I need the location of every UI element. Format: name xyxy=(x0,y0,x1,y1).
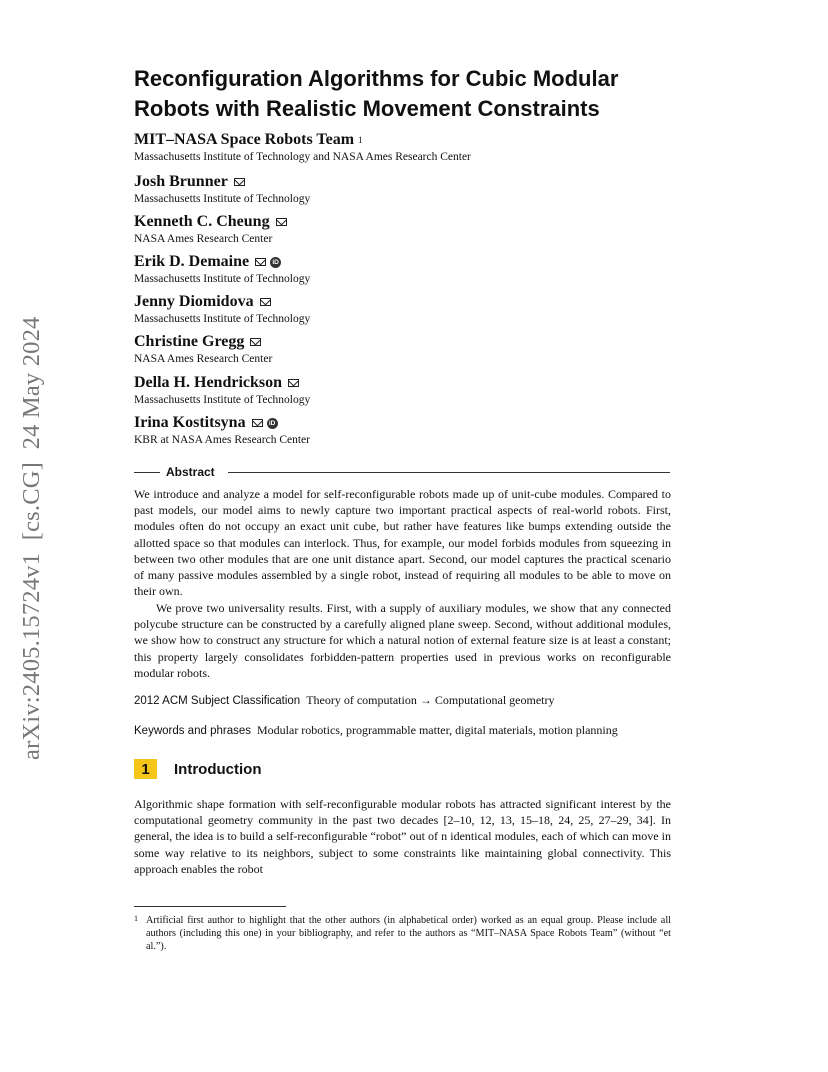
keywords-value: Modular robotics, programmable matter, digital materials, motion planning xyxy=(256,723,618,737)
abstract-paragraph: We prove two universality results. First, with a supply of auxiliary modules, we show that any connected polycube structure can be constructed by a carefully aligned plane sweep. Second, without additional modules, we show how to construct any structure for which a natural notion of external feature size is at least a constant; this property largely consolidates forbidden-pattern properties used in previous works on reconfigurable modular robots. xyxy=(134,601,671,680)
author-affiliation: Massachusetts Institute of Technology xyxy=(134,273,311,285)
keywords xyxy=(134,722,674,739)
footnote-divider xyxy=(134,906,286,907)
author-affiliation: NASA Ames Research Center xyxy=(134,233,273,245)
classification-value: Theory of computation → Computational geometry xyxy=(306,693,555,707)
section-title: Introduction xyxy=(174,760,262,778)
footnote-mark: 1 xyxy=(134,914,138,923)
author-block xyxy=(134,292,694,326)
author-affiliation: NASA Ames Research Center xyxy=(134,353,273,365)
author-affiliation: Massachusetts Institute of Technology xyxy=(134,394,311,406)
author-affiliation: Massachusetts Institute of Technology xyxy=(134,193,311,205)
envelope-icon[interactable] xyxy=(288,379,299,387)
author-name: Erik D. Demaine xyxy=(134,253,250,270)
author-affiliation: Massachusetts Institute of Technology xyxy=(134,313,311,325)
section-heading xyxy=(134,758,261,780)
abstract-paragraph: We introduce and analyze a model for self-reconfigurable robots made up of unit-cube modules. Compared to past models, our model aims to newly capture two important practical aspects of real-world robots. First, modules often do not occupy an exact unit cube, but rather have features like bumps extending outside the allotted space so that modules can interlock. Thus, for example, our model forbids modules from squeezing in between two other modules that are one unit distance apart. Second, our model captures the practical scenario of many passive modules assembled by a single robot, instead of requiring all modules to be able to move on their own. xyxy=(134,487,671,599)
author-name: MIT–NASA Space Robots Team xyxy=(134,131,355,148)
abstract-heading xyxy=(134,464,670,480)
divider xyxy=(134,472,160,473)
author-block xyxy=(134,252,694,286)
author-block xyxy=(134,332,694,366)
envelope-icon[interactable] xyxy=(255,258,266,266)
author-name: Christine Gregg xyxy=(134,333,245,350)
author-block xyxy=(134,373,694,407)
orcid-icon[interactable]: iD xyxy=(270,257,281,268)
envelope-icon[interactable] xyxy=(252,419,263,427)
divider xyxy=(228,472,670,473)
orcid-icon[interactable]: iD xyxy=(267,418,278,429)
envelope-icon[interactable] xyxy=(276,218,287,226)
author-name: Irina Kostitsyna xyxy=(134,414,246,431)
author-block xyxy=(134,212,694,246)
author-name: Della H. Hendrickson xyxy=(134,374,283,391)
envelope-icon[interactable] xyxy=(250,338,261,346)
author-affiliation: Massachusetts Institute of Technology and NASA Ames Research Center xyxy=(134,151,471,163)
author-block xyxy=(134,413,694,447)
envelope-icon[interactable] xyxy=(260,298,271,306)
classification-key: 2012 ACM Subject Classification xyxy=(134,695,301,707)
author-name: Josh Brunner xyxy=(134,173,228,190)
abstract-label: Abstract xyxy=(166,465,215,479)
arxiv-identifier-stamp: arXiv:2405.15724v1 [cs.CG] 24 May 2024 xyxy=(18,316,45,760)
footnote-marker[interactable]: 1 xyxy=(358,135,363,145)
author-block xyxy=(134,172,694,206)
intro-paragraph: Algorithmic shape formation with self-reconfigurable modular robots has attracted significant interest by the computational geometry community in the past two decades [2–10, 12, 13, 15–18, 24, 25, 27–29, 34]. In general, the idea is to build a self-reconfigurable “robot” out of n identical modules, each of which can move in some way relative to its neighbors, subject to some constraints like maintaining global connectivity. This approach enables the robot xyxy=(134,797,671,876)
footnote-text: Artificial first author to highlight that the other authors (in alphabetical order) worked as an equal group. Please include all authors (including this one) in your bibliography, and refer to the authors as “MIT–NASA Space Robots Team” (without “et al.”). xyxy=(146,915,671,952)
keywords-key: Keywords and phrases xyxy=(134,725,251,737)
acm-classification xyxy=(134,692,674,709)
section-number: 1 xyxy=(134,759,157,779)
author-affiliation: KBR at NASA Ames Research Center xyxy=(134,434,310,446)
paper-title: Reconfiguration Algorithms for Cubic Modular Robots with Realistic Movement Constraints xyxy=(134,66,619,121)
footnote xyxy=(134,914,671,953)
author-name: Jenny Diomidova xyxy=(134,293,254,310)
author-block xyxy=(134,130,694,164)
envelope-icon[interactable] xyxy=(234,178,245,186)
author-name: Kenneth C. Cheung xyxy=(134,213,270,230)
